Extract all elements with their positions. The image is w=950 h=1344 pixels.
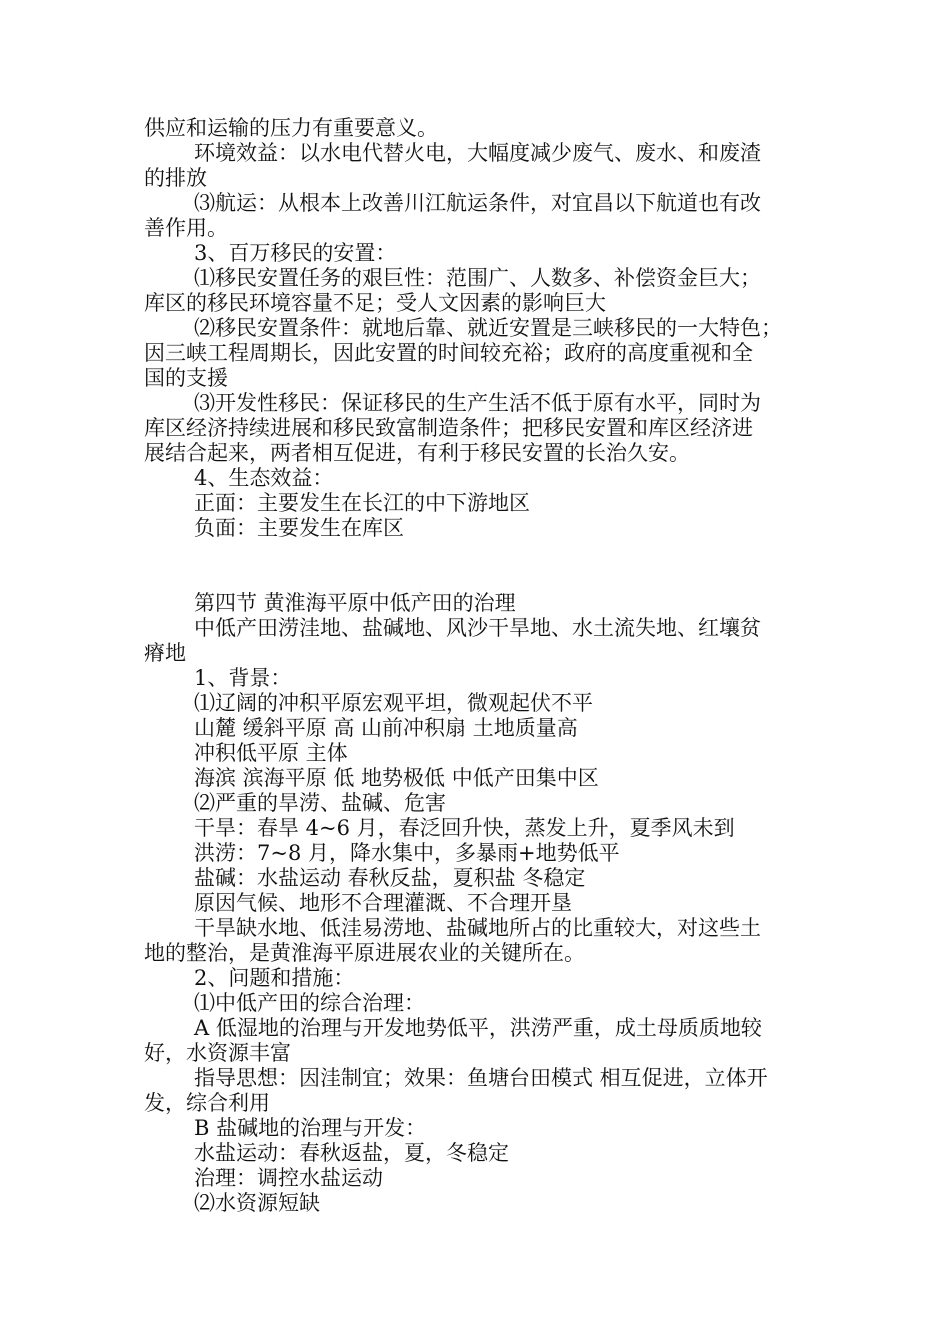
- paragraph-line: ⑶航运：从根本上改善川江航运条件，对宜昌以下航道也有改: [194, 191, 761, 215]
- paragraph-line: 治理：调控水盐运动: [194, 1166, 383, 1190]
- paragraph-line: ⑴移民安置任务的艰巨性：范围广、人数多、补偿资金巨大；: [194, 266, 761, 290]
- section-title: 第四节 黄淮海平原中低产田的治理: [194, 591, 516, 615]
- section-heading: 2、问题和措施：: [194, 966, 355, 990]
- paragraph-line: 山麓 缓斜平原 高 山前冲积扇 土地质量高: [194, 716, 578, 740]
- paragraph-line: 展结合起来，两者相互促进，有利于移民安置的长治久安。: [144, 441, 690, 465]
- paragraph-line: 库区的移民环境容量不足；受人文因素的影响巨大: [144, 291, 606, 315]
- document-body: [144, 116, 810, 1216]
- paragraph-line: 善作用。: [144, 216, 228, 240]
- paragraph-line: 好，水资源丰富: [144, 1041, 291, 1065]
- paragraph-line: 水盐运动：春秋返盐，夏，冬稳定: [194, 1141, 509, 1165]
- paragraph-line: 的排放: [144, 166, 207, 190]
- paragraph-line: 海滨 滨海平原 低 地势极低 中低产田集中区: [194, 766, 599, 790]
- paragraph-line: 供应和运输的压力有重要意义。: [144, 116, 438, 140]
- paragraph-line: ⑴中低产田的综合治理：: [194, 991, 425, 1015]
- paragraph-line: 正面：主要发生在长江的中下游地区: [194, 491, 530, 515]
- paragraph-line: ⑵水资源短缺: [194, 1191, 320, 1215]
- paragraph-line: 干旱缺水地、低洼易涝地、盐碱地所占的比重较大，对这些土: [194, 916, 761, 940]
- paragraph-line: 中低产田涝洼地、盐碱地、风沙干旱地、水土流失地、红壤贫: [194, 616, 761, 640]
- paragraph-line: 地的整治，是黄淮海平原进展农业的关键所在。: [144, 941, 585, 965]
- paragraph-line: 因三峡工程周期长，因此安置的时间较充裕；政府的高度重视和全: [144, 341, 753, 365]
- paragraph-line: 冲积低平原 主体: [194, 741, 348, 765]
- paragraph-line: 国的支援: [144, 366, 228, 390]
- paragraph-line: 原因气候、地形不合理灌溉、不合理开垦: [194, 891, 572, 915]
- paragraph-line: ⑵移民安置条件：就地后靠、就近安置是三峡移民的一大特色；: [194, 316, 782, 340]
- paragraph-line: 环境效益：以水电代替火电，大幅度减少废气、废水、和废渣: [194, 141, 761, 165]
- paragraph-line: B 盐碱地的治理与开发：: [194, 1116, 427, 1140]
- paragraph-line: 指导思想：因洼制宜；效果：鱼塘台田模式 相互促进，立体开: [194, 1066, 768, 1090]
- paragraph-line: 盐碱：水盐运动 春秋反盐，夏积盐 冬稳定: [194, 866, 586, 890]
- paragraph-line: 负面：主要发生在库区: [194, 516, 404, 540]
- paragraph-line: 瘠地: [144, 641, 186, 665]
- section-heading: 1、背景：: [194, 666, 292, 690]
- paragraph-line: 库区经济持续进展和移民致富制造条件；把移民安置和库区经济进: [144, 416, 753, 440]
- paragraph-line: A 低湿地的治理与开发地势低平，洪涝严重，成土母质质地较: [194, 1016, 762, 1040]
- paragraph-line: ⑴辽阔的冲积平原宏观平坦，微观起伏不平: [194, 691, 593, 715]
- section-heading: 3、百万移民的安置：: [194, 241, 397, 265]
- paragraph-line: 洪涝：7~8 月，降水集中，多暴雨+地势低平: [194, 841, 620, 865]
- paragraph-line: 发，综合利用: [144, 1091, 270, 1115]
- paragraph-line: ⑵严重的旱涝、盐碱、危害: [194, 791, 446, 815]
- section-spacer: [144, 541, 810, 591]
- paragraph-line: ⑶开发性移民：保证移民的生产生活不低于原有水平，同时为: [194, 391, 761, 415]
- paragraph-line: 干旱：春旱 4~6 月，春泛回升快，蒸发上升，夏季风未到: [194, 816, 735, 840]
- section-heading: 4、生态效益：: [194, 466, 334, 490]
